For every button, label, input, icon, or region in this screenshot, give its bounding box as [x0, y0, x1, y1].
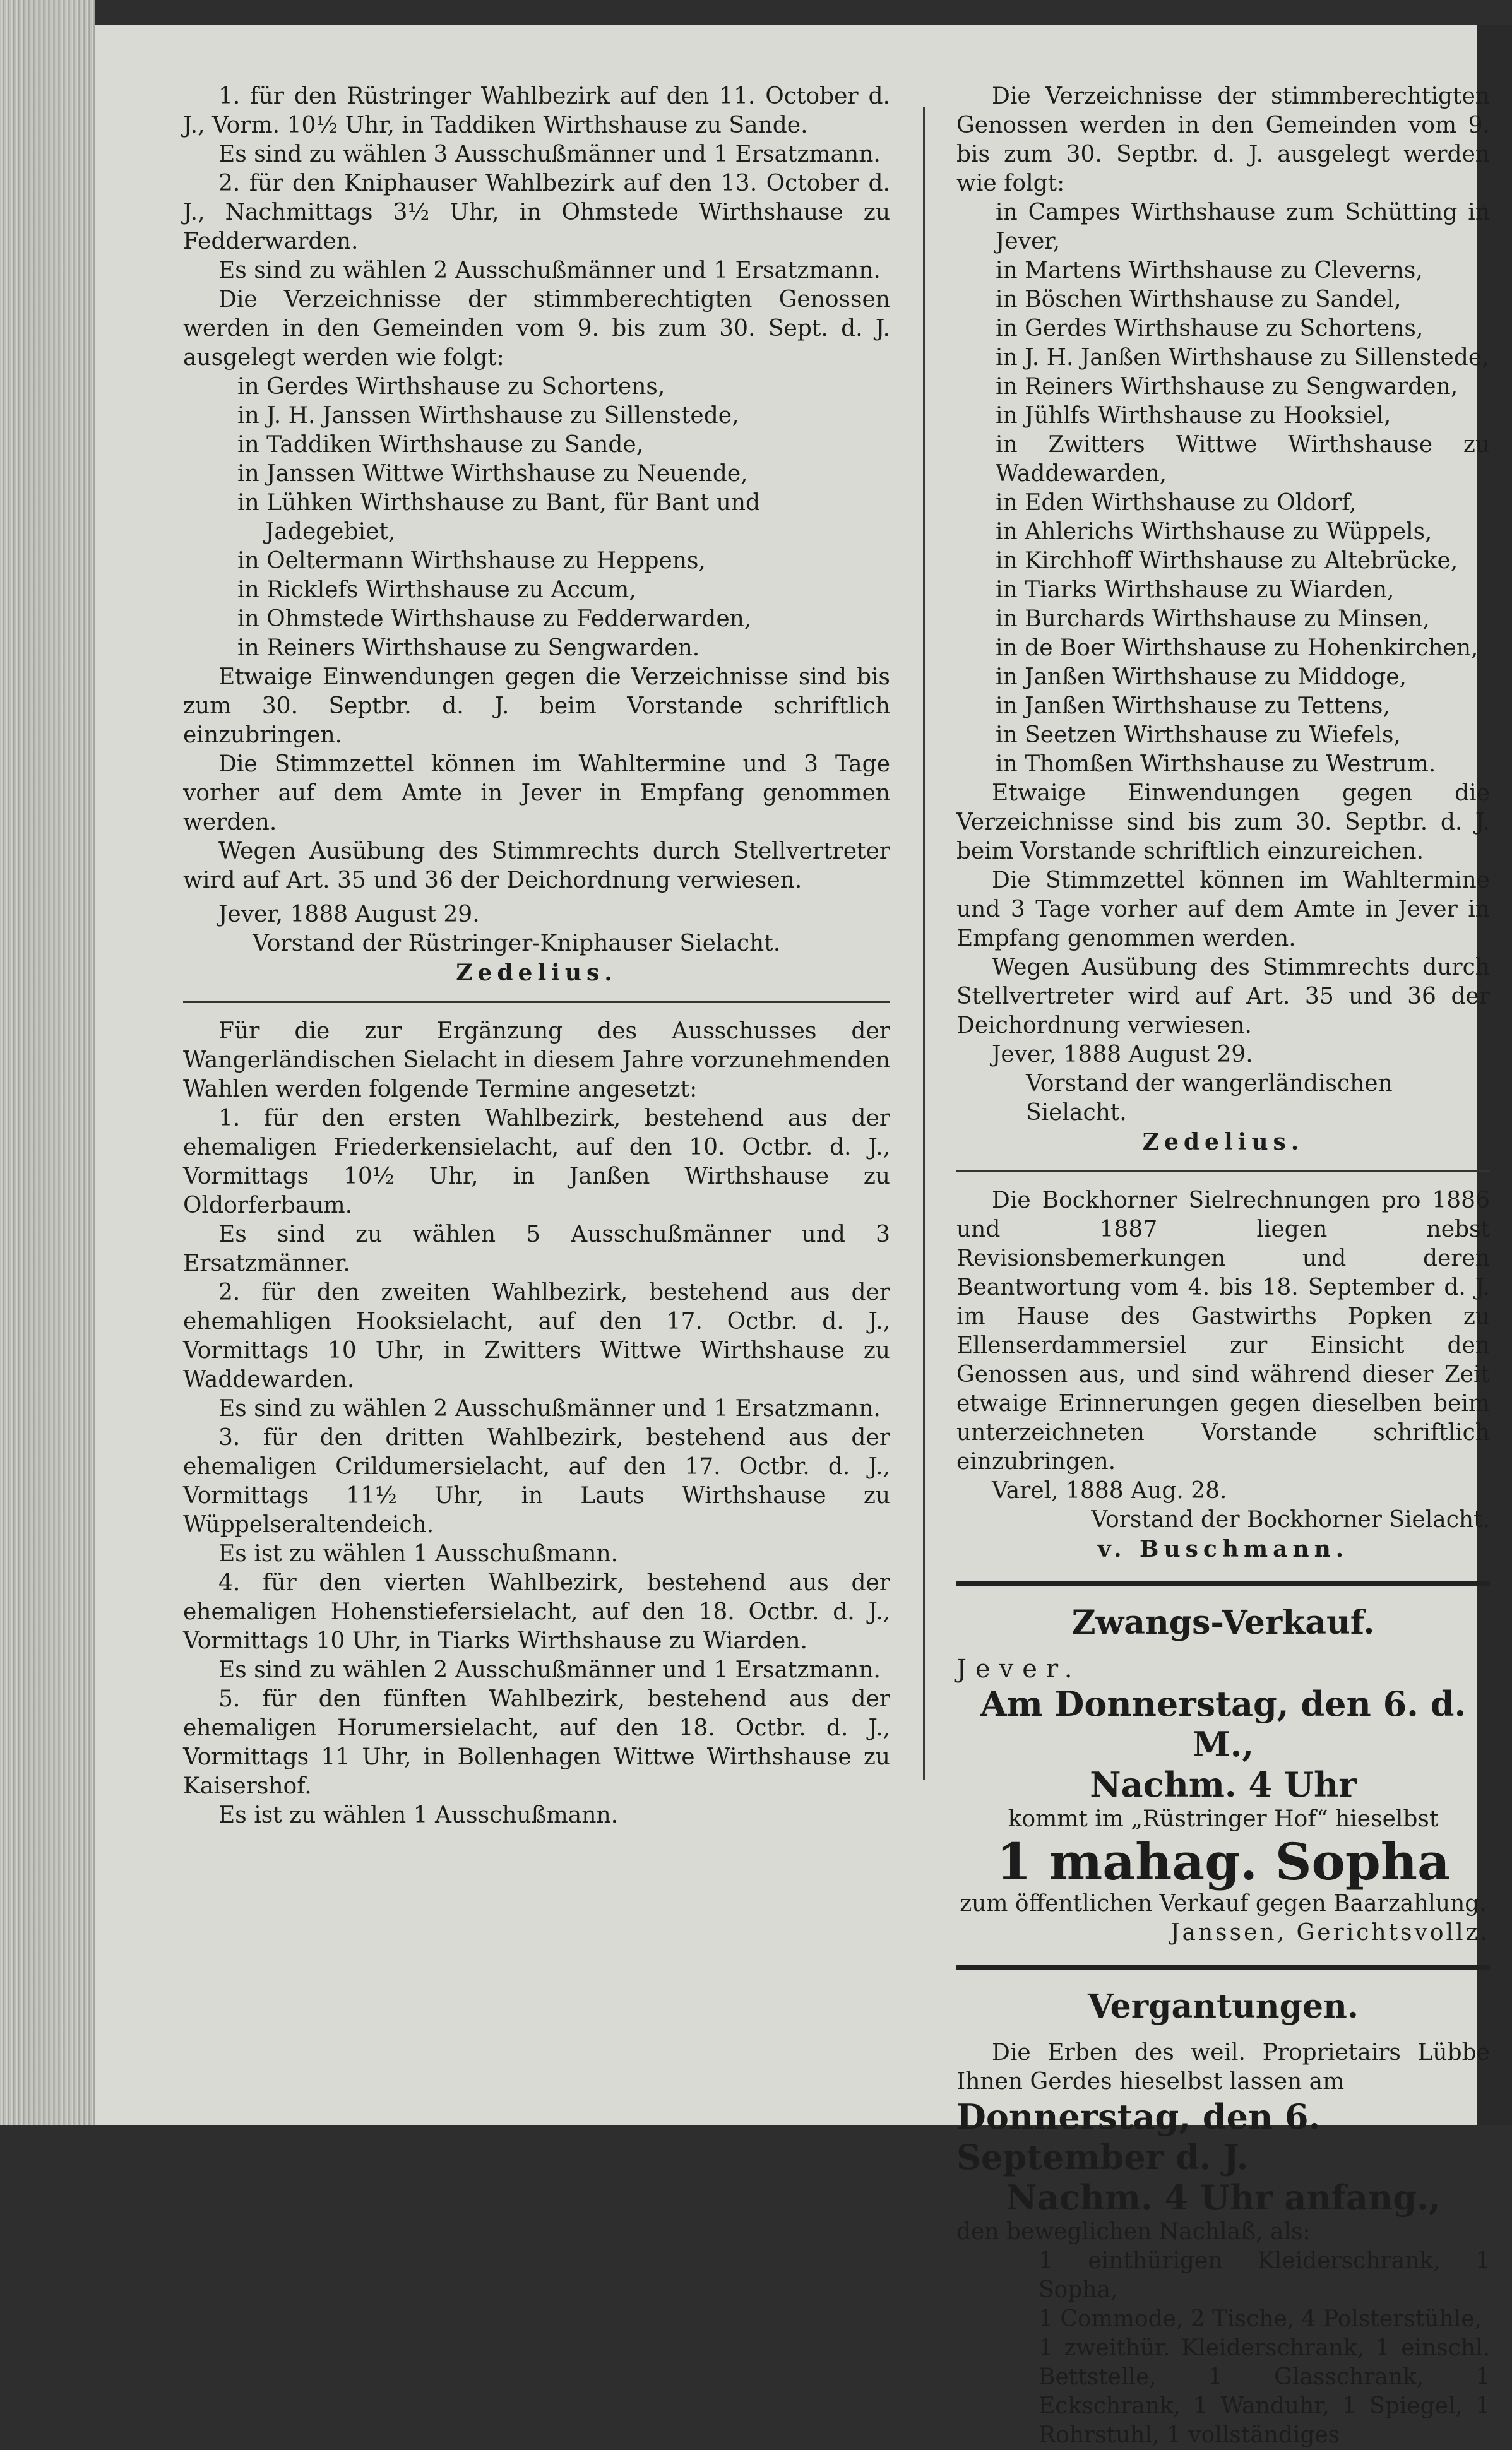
list-item: in Zwitters Wittwe Wirthshause zu Waddewarden,	[996, 432, 1490, 487]
board-line: Vorstand der Bockhorner Sielacht.	[1091, 1507, 1490, 1533]
list-item: in Taddiken Wirthshause zu Sande,	[237, 432, 644, 458]
list-item: in Ohmstede Wirthshause zu Fedderwarden,	[237, 606, 752, 632]
list-item: in Reiners Wirthshause zu Sengwarden,	[996, 374, 1458, 400]
list-item: in Oeltermann Wirthshause zu Heppens,	[237, 548, 706, 574]
list-item: in Seetzen Wirthshause zu Wiefels,	[996, 722, 1401, 748]
ad-headline: Am Donnerstag, den 6. d. M.,	[980, 1684, 1467, 1764]
paragraph: Es sind zu wählen 2 Ausschußmänner und 1 Ersatzmann.	[218, 1657, 881, 1683]
paragraph: 2. für den zweiten Wahlbezirk, bestehend aus der ehemahligen Hooksielacht, auf den 17. Octbr. d. J., Vormittags 10 Uhr, in Zwitters Wittwe Wirthshause zu Waddewarden.	[183, 1280, 890, 1393]
paragraph: Für die zur Ergänzung des Ausschusses der Wangerländischen Sielacht in diesem Jahre vorzunehmenden Wahlen werden folgende Termine angesetzt:	[183, 1018, 890, 1102]
paragraph: Die Verzeichnisse der stimmberechtigten Genossen werden in den Gemeinden vom 9. bis zum 30. Septbr. d. J. ausgelegt werden wie folgt:	[956, 83, 1490, 196]
paragraph: 5. für den fünften Wahlbezirk, bestehend aus der ehemaligen Horumersielacht, auf den 18. Octbr. d. J., Vormittags 11 Uhr, in Bollenhagen Wittwe Wirthshause zu Kaisershof.	[183, 1686, 890, 1799]
board-line: Vorstand der wangerländischen Sielacht.	[1026, 1071, 1393, 1126]
list-item: in Jühlfs Wirthshause zu Hooksiel,	[996, 403, 1391, 429]
signature: Zedelius.	[1142, 1129, 1304, 1155]
list-item: in J. H. Janßen Wirthshause zu Sillenstede,	[996, 345, 1489, 371]
board-line: Vorstand der Rüstringer-Kniphauser Sielacht.	[253, 931, 781, 956]
list-item: in Gerdes Wirthshause zu Schortens,	[996, 316, 1424, 342]
signature: Janssen, Gerichtsvollz.	[1170, 1920, 1490, 1946]
paragraph: Es sind zu wählen 2 Ausschußmänner und 1 Ersatzmann.	[218, 258, 881, 283]
paragraph: Die Stimmzettel können im Wahltermine und 3 Tage vorher auf dem Amte in Jever in Empfang genommen werden.	[956, 867, 1490, 951]
right-column	[956, 82, 1490, 2450]
ad-text: den beweglichen Nachlaß, als:	[956, 2219, 1311, 2245]
ad-title: Vergantungen.	[1088, 1987, 1359, 2026]
paragraph: Die Verzeichnisse der stimmberechtigten Genossen werden in den Gemeinden vom 9. bis zum 30. Sept. d. J. ausgelegt werden wie folgt:	[183, 287, 890, 371]
ad-text: kommt im „Rüstringer Hof“ hieselbst	[1008, 1806, 1439, 1832]
list-item: in Kirchhoff Wirthshause zu Altebrücke,	[996, 548, 1458, 574]
ad-title: Zwangs-Verkauf.	[1071, 1603, 1375, 1642]
left-column	[183, 82, 890, 1830]
list-item: in Janssen Wittwe Wirthshause zu Neuende,	[237, 461, 748, 487]
list-item: in Janßen Wirthshause zu Tettens,	[996, 693, 1390, 719]
paragraph: Die Bockhorner Sielrechnungen pro 1886 und 1887 liegen nebst Revisionsbemerkungen und deren Beantwortung vom 4. bis 18. September d. J. im Hause des Gastwirths Popken zu Ellenserdammersiel zur Einsicht den Genossen aus, und sind während dieser Zeit etwaige Erinnerungen gegen dieselben beim unterzeichneten Vorstande schriftlich einzubringen.	[956, 1187, 1490, 1475]
paragraph: Die Stimmzettel können im Wahltermine und 3 Tage vorher auf dem Amte in Jever in Empfang genommen werden.	[183, 751, 890, 835]
paragraph: 1. für den ersten Wahlbezirk, bestehend aus der ehemaligen Friederkensielacht, auf den 10. Octbr. d. J., Vormittags 10½ Uhr, in Janßen Wirthshause zu Oldorferbaum.	[183, 1105, 890, 1218]
ad-text: zum öffentlichen Verkauf gegen Baarzahlung.	[960, 1891, 1487, 1917]
list-item: in Eden Wirthshause zu Oldorf,	[996, 490, 1357, 516]
list-item: in J. H. Janssen Wirthshause zu Sillenstede,	[237, 403, 739, 429]
date-line: Varel, 1888 Aug. 28.	[992, 1478, 1227, 1504]
list-item: 1 Commode, 2 Tische, 4 Polsterstühle,	[1039, 2306, 1482, 2332]
list-item: in Lühken Wirthshause zu Bant, für Bant und	[237, 490, 761, 516]
list-item: in Thomßen Wirthshause zu Westrum.	[996, 751, 1436, 777]
list-item: in Gerdes Wirthshause zu Schortens,	[237, 374, 665, 400]
date-line: Jever, 1888 August 29.	[218, 901, 480, 927]
list-item: in de Boer Wirthshause zu Hohenkirchen,	[996, 635, 1479, 661]
list-item: in Ricklefs Wirthshause zu Accum,	[237, 577, 636, 603]
paragraph: 1. für den Rüstringer Wahlbezirk auf den 11. October d. J., Vorm. 10½ Uhr, in Taddiken Wirthshause zu Sande.	[183, 83, 890, 138]
section-rule	[183, 1001, 890, 1003]
paragraph: Es ist zu wählen 1 Ausschußmann.	[218, 1802, 619, 1828]
paragraph: Wegen Ausübung des Stimmrechts durch Stellvertreter wird auf Art. 35 und 36 der Deichordnung verwiesen.	[183, 838, 890, 893]
section-rule	[956, 1965, 1490, 1970]
list-item: in Janßen Wirthshause zu Middoge,	[996, 664, 1407, 690]
list-item: Jadegebiet,	[265, 519, 396, 545]
paragraph: Es sind zu wählen 3 Ausschußmänner und 1 Ersatzmann.	[218, 141, 881, 167]
list-item: in Tiarks Wirthshause zu Wiarden,	[996, 577, 1395, 603]
paragraph: Es ist zu wählen 1 Ausschußmann.	[218, 1541, 619, 1567]
list-item: in Böschen Wirthshause zu Sandel,	[996, 287, 1402, 312]
section-rule	[956, 1581, 1490, 1586]
column-divider	[923, 107, 925, 1780]
paragraph: 3. für den dritten Wahlbezirk, bestehend aus der ehemaligen Crildumersielacht, auf den 17. Octbr. d. J., Vormittags 11½ Uhr, in Lauts Wirthshause zu Wüppelseraltendeich.	[183, 1425, 890, 1538]
ad-headline: Donnerstag, den 6. September d. J.	[956, 2096, 1321, 2177]
paragraph: 2. für den Kniphauser Wahlbezirk auf den 13. October d. J., Nachmittags 3½ Uhr, in Ohmstede Wirthshause zu Fedderwarden.	[183, 170, 890, 254]
ad-place: Jever.	[956, 1655, 1081, 1684]
paragraph: Wegen Ausübung des Stimmrechts durch Stellvertreter wird auf Art. 35 und 36 der Deichordnung verwiesen.	[956, 954, 1490, 1038]
section-rule	[956, 1170, 1490, 1172]
signature: v. Buschmann.	[1097, 1536, 1349, 1562]
paragraph: Etwaige Einwendungen gegen die Verzeichnisse sind bis zum 30. Septbr. d. J. beim Vorstande schriftlich einzureichen.	[956, 780, 1490, 864]
list-item: in Reiners Wirthshause zu Sengwarden.	[237, 635, 700, 661]
ad-headline-large: 1 mahag. Sopha	[996, 1832, 1450, 1891]
book-page-edges	[0, 0, 95, 2125]
paragraph: Es sind zu wählen 2 Ausschußmänner und 1 Ersatzmann.	[218, 1396, 881, 1422]
signature: Zedelius.	[456, 960, 617, 986]
list-item: in Campes Wirthshause zum Schütting in Jever,	[996, 199, 1490, 254]
date-line: Jever, 1888 August 29.	[992, 1042, 1253, 1067]
list-item: in Burchards Wirthshause zu Minsen,	[996, 606, 1430, 632]
paragraph: Es sind zu wählen 5 Ausschußmänner und 3 Ersatzmänner.	[183, 1222, 890, 1276]
ad-headline: Nachm. 4 Uhr anfang.,	[1006, 2177, 1441, 2218]
list-item: 1 einthürigen Kleiderschrank, 1 Sopha,	[1039, 2248, 1490, 2303]
list-item: 1 zweithür. Kleiderschrank, 1 einschl. Bettstelle, 1 Glasschrank, 1 Eckschrank, 1 Wanduhr, 1 Spiegel, 1 Rohrstuhl, 1 vollständiges	[1039, 2335, 1490, 2448]
paragraph: Etwaige Einwendungen gegen die Verzeichnisse sind bis zum 30. Septbr. d. J. beim Vorstande schriftlich einzubringen.	[183, 664, 890, 748]
list-item: in Ahlerichs Wirthshause zu Wüppels,	[996, 519, 1432, 545]
ad-headline: Nachm. 4 Uhr	[1090, 1764, 1357, 1805]
paragraph: 4. für den vierten Wahlbezirk, bestehend aus der ehemaligen Hohenstiefersielacht, auf den 18. Octbr. d. J., Vormittags 10 Uhr, in Tiarks Wirthshause zu Wiarden.	[183, 1570, 890, 1654]
ad-text: Die Erben des weil. Proprietairs Lübbe Ihnen Gerdes hieselbst lassen am	[956, 2040, 1490, 2095]
list-item: in Martens Wirthshause zu Cleverns,	[996, 258, 1423, 283]
